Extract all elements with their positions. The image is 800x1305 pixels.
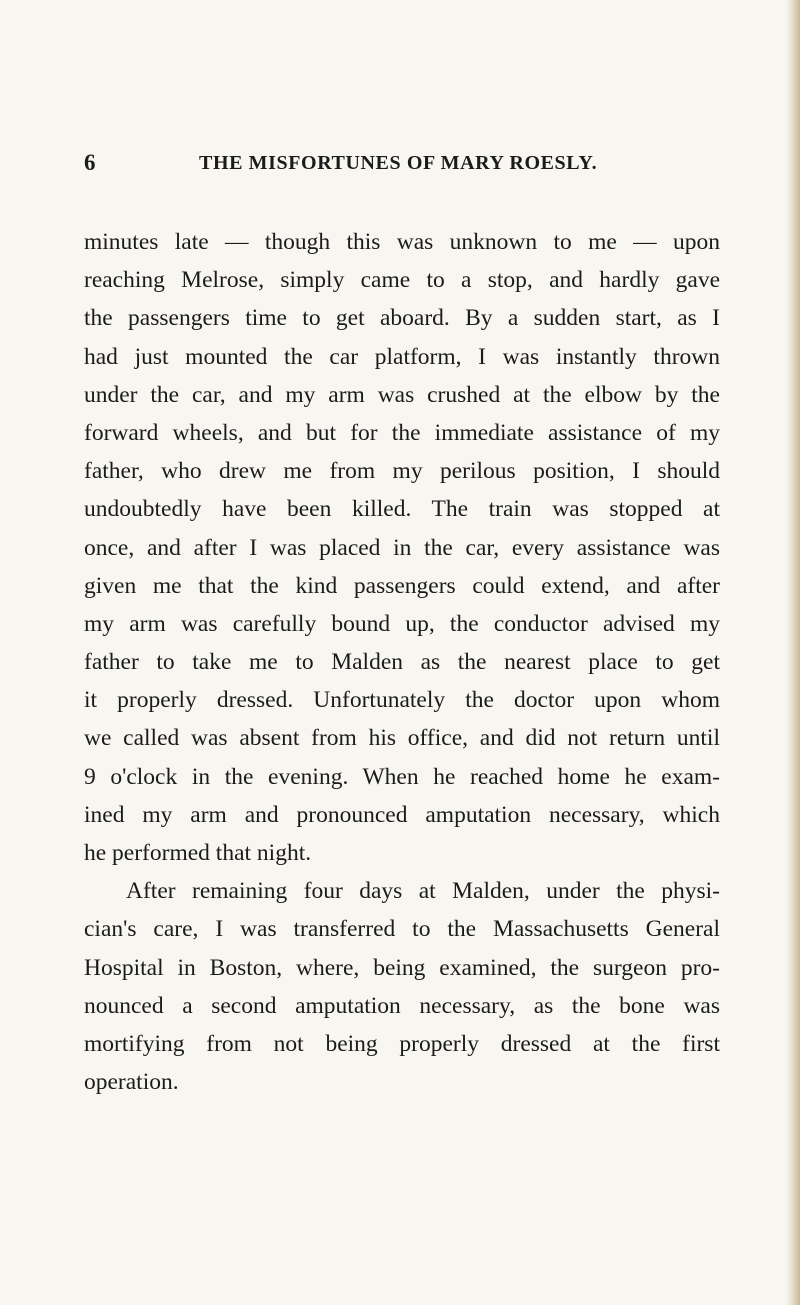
- text-line: After remaining four days at Malden, under the physi-: [126, 878, 720, 905]
- text-line: father, who drew me from my perilous position, I should: [84, 458, 720, 485]
- text-line: the passengers time to get aboard. By a sudden start, as I: [84, 305, 720, 332]
- text-line: had just mounted the car platform, I was instantly thrown: [84, 343, 720, 370]
- text-line: father to take me to Malden as the nearest place to get: [84, 649, 720, 676]
- body-text: [84, 223, 720, 1101]
- text-line: once, and after I was placed in the car, every assistance was: [84, 534, 720, 561]
- text-line: undoubtedly have been killed. The train was stopped at: [84, 496, 720, 523]
- text-line: it properly dressed. Unfortunately the doctor upon whom: [84, 687, 720, 714]
- page-edge: [786, 0, 800, 1305]
- text-line: under the car, and my arm was crushed at the elbow by the: [84, 381, 720, 408]
- text-line: given me that the kind passengers could extend, and after: [84, 572, 720, 599]
- text-line: mortifying from not being properly dressed at the first: [84, 1030, 720, 1057]
- text-line: 9 o'clock in the evening. When he reached home he exam-: [84, 763, 720, 790]
- text-line: nounced a second amputation necessary, as the bone was: [84, 992, 720, 1019]
- text-line: ined my arm and pronounced amputation necessary, which: [84, 801, 720, 828]
- page-number: 6: [84, 150, 96, 175]
- text-line: minutes late — though this was unknown to me — upon: [84, 229, 720, 255]
- text-line: reaching Melrose, simply came to a stop, and hardly gave: [84, 267, 720, 294]
- running-header: [84, 146, 720, 180]
- text-line: my arm was carefully bound up, the conductor advised my: [84, 610, 720, 637]
- text-line: forward wheels, and but for the immediate assistance of my: [84, 419, 720, 446]
- text-line: cian's care, I was transferred to the Massachusetts General: [84, 916, 720, 943]
- text-line: we called was absent from his office, and did not return until: [84, 725, 720, 752]
- text-line: operation.: [84, 1069, 179, 1096]
- running-title: THE MISFORTUNES OF MARY ROESLY.: [199, 152, 598, 174]
- text-line: he performed that night.: [84, 840, 312, 866]
- text-line: Hospital in Boston, where, being examined, the surgeon pro-: [84, 954, 720, 981]
